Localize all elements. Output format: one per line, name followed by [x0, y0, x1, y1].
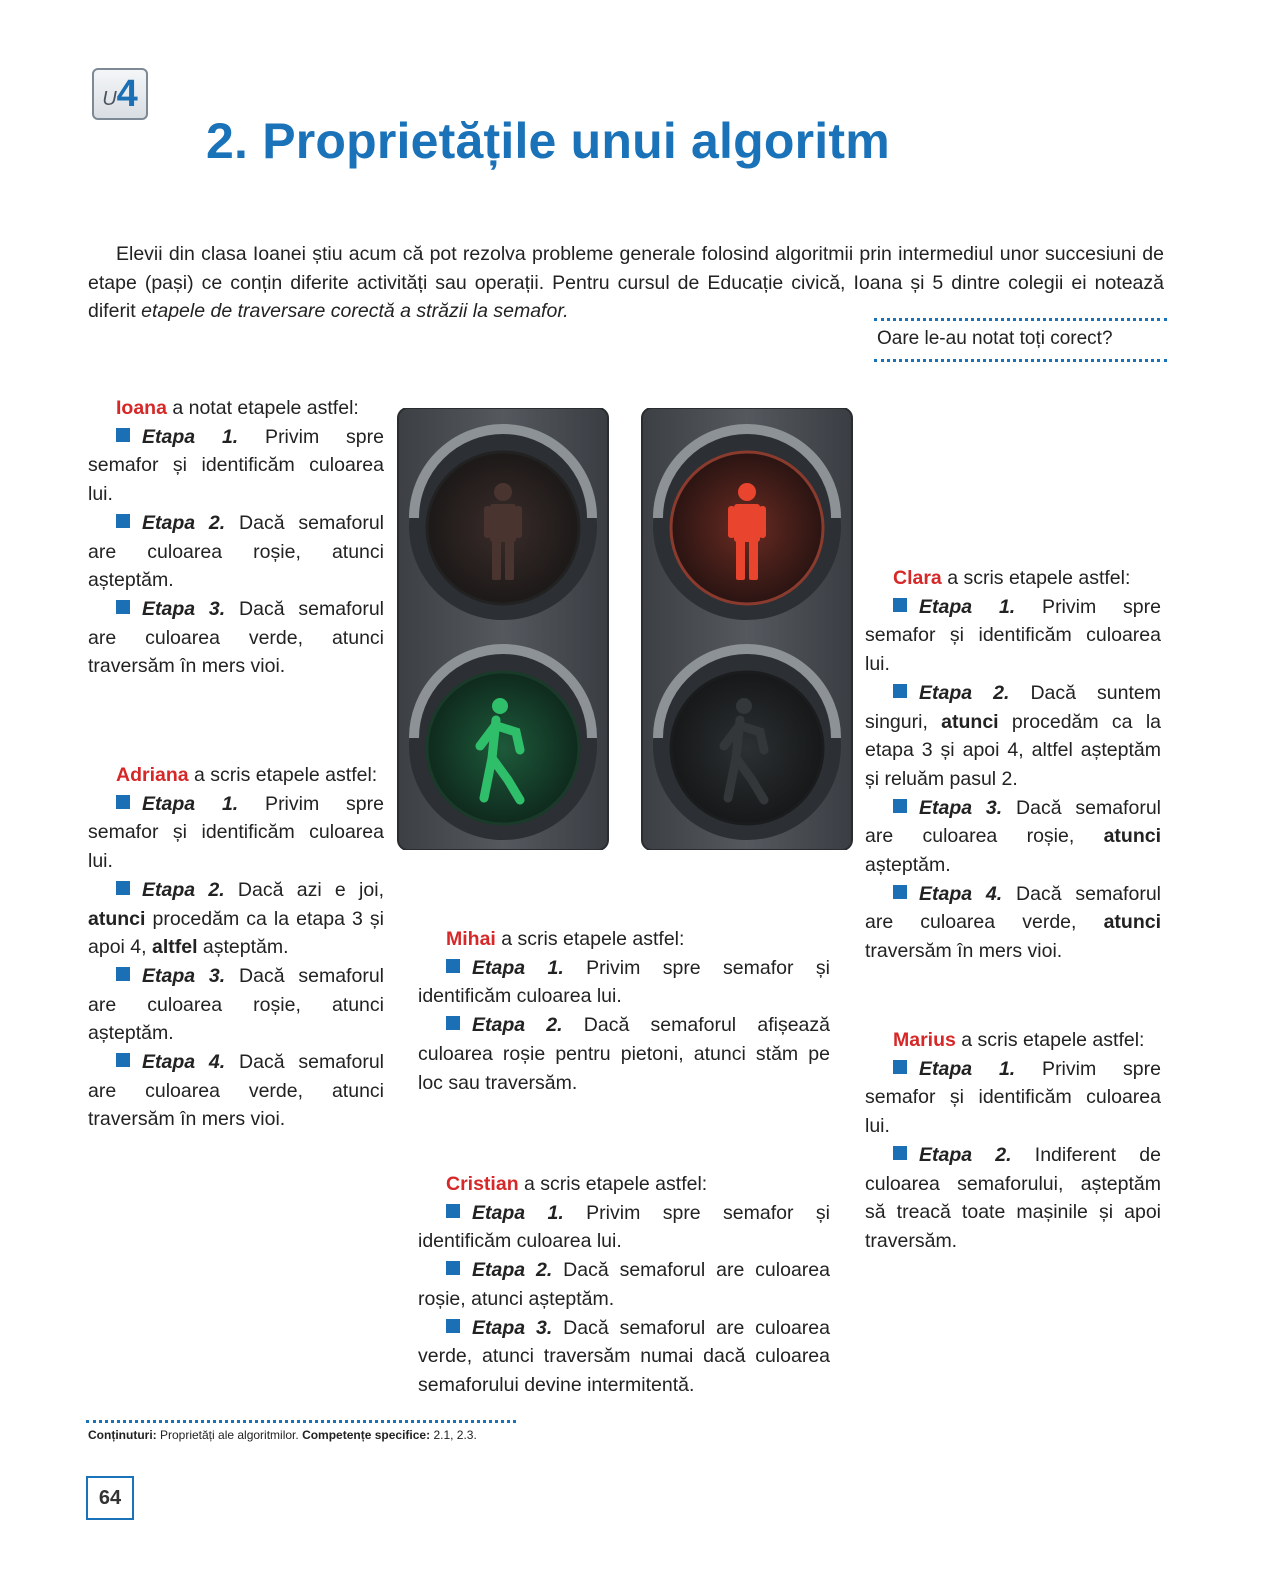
keyword: atunci — [88, 907, 146, 930]
step-label: Etapa 1. — [472, 956, 564, 979]
block-heading — [865, 1026, 1161, 1055]
step — [418, 1314, 830, 1400]
student-name: Cristian — [446, 1173, 519, 1195]
step — [418, 1256, 830, 1313]
heading-text: a scris etapele astfel: — [955, 1029, 1145, 1051]
student-name: Clara — [893, 567, 942, 589]
page-number: 64 — [86, 1476, 134, 1520]
step-label: Etapa 1. — [142, 792, 239, 815]
student-name: Adriana — [116, 764, 189, 786]
footer-text — [88, 1428, 477, 1442]
bullet-square-icon — [446, 1319, 460, 1333]
step-text: Dacă semaforul are culoarea verde, atunci traversăm în mers vioi. — [88, 597, 384, 678]
step — [418, 1011, 830, 1097]
step — [88, 509, 384, 595]
step-text: Dacă semaforul are culoarea verde, — [865, 882, 1161, 934]
step-text: Privim spre semafor și identificăm culoarea lui. — [865, 595, 1161, 676]
bullet-square-icon — [116, 514, 130, 528]
step — [88, 595, 384, 681]
bullet-square-icon — [116, 600, 130, 614]
intro-paragraph — [88, 240, 1164, 326]
heading-text: a scris etapele astfel: — [941, 567, 1131, 589]
bullet-square-icon — [893, 1146, 907, 1160]
step — [865, 679, 1161, 794]
bullet-square-icon — [893, 598, 907, 612]
step — [88, 962, 384, 1048]
step-text: Dacă semaforul are culoarea roșie, — [865, 796, 1161, 848]
bullet-square-icon — [446, 959, 460, 973]
footer-label: Competențe specifice: — [302, 1428, 431, 1442]
bullet-square-icon — [893, 684, 907, 698]
keyword: atunci — [941, 710, 999, 733]
pedestrian-light-green — [396, 408, 610, 850]
step-label: Etapa 3. — [919, 796, 1003, 819]
green-lamp — [409, 649, 597, 840]
step-label: Etapa 2. — [919, 681, 1010, 704]
unit-letter: U — [102, 87, 117, 110]
bullet-square-icon — [116, 881, 130, 895]
step-text: traversăm în mers vioi. — [865, 940, 1063, 963]
step — [88, 423, 384, 509]
heading-text: a scris etapele astfel: — [495, 928, 685, 950]
step-text: Privim spre semafor și identificăm culoarea lui. — [88, 425, 384, 506]
block-heading — [865, 564, 1161, 593]
unit-number: 4 — [116, 73, 138, 115]
step-label: Etapa 1. — [919, 595, 1016, 618]
step-text: Dacă semaforul are culoarea roșie, atunci așteptăm. — [418, 1259, 830, 1310]
footer-label: Conținuturi: — [88, 1428, 157, 1442]
question-box: Oare le-au notat toți corect? — [874, 318, 1167, 362]
bullet-square-icon — [116, 795, 130, 809]
keyword: altfel — [151, 936, 198, 959]
keyword: atunci — [1103, 911, 1161, 934]
step-text: Indiferent de culoarea semaforului, așteptăm să treacă toate mașinile și apoi traversăm. — [865, 1143, 1161, 1252]
bullet-square-icon — [893, 799, 907, 813]
step — [865, 1141, 1161, 1256]
heading-text: a scris etapele astfel: — [518, 1173, 708, 1195]
step-text: Privim spre semafor și identificăm culoarea lui. — [88, 792, 384, 873]
footer-value: 2.1, 2.3. — [430, 1428, 477, 1442]
step-text: Dacă suntem singuri, — [865, 681, 1161, 733]
step-label: Etapa 2. — [142, 878, 225, 901]
step-label: Etapa 4. — [142, 1051, 226, 1074]
step-label: Etapa 4. — [919, 882, 1003, 905]
step-label: Etapa 1. — [142, 425, 239, 448]
bullet-square-icon — [116, 428, 130, 442]
intro-text: Elevii din clasa Ioanei știu acum că pot rezolva probleme generale folosind algoritmii prin intermediul unor succesiuni de etape (pași) ce conțin diferite activități sau operații. Pentru cursul de Educație civică, Ioana și 5 dintre colegii ei notează diferit — [88, 243, 1164, 322]
step-text: așteptăm. — [197, 936, 289, 959]
red-lamp — [409, 429, 597, 620]
step-text: Privim spre semafor și identificăm culoarea lui. — [418, 1201, 830, 1253]
heading-text: a notat etapele astfel: — [166, 397, 359, 419]
block-heading — [88, 394, 384, 423]
step — [418, 1199, 830, 1256]
step-label: Etapa 1. — [472, 1201, 564, 1224]
step-text: Dacă semaforul afișează culoarea roșie pentru pietoni, atunci stăm pe loc sau traversăm. — [418, 1014, 830, 1094]
clara-block — [865, 564, 1161, 966]
intro-emphasis: etapele de traversare corectă a străzii la semafor. — [141, 300, 569, 322]
step — [865, 593, 1161, 679]
bullet-square-icon — [446, 1261, 460, 1275]
step — [865, 794, 1161, 880]
step-text: Privim spre semafor și identificăm culoarea lui. — [418, 956, 830, 1008]
step-label: Etapa 3. — [142, 597, 226, 620]
step — [88, 790, 384, 876]
bullet-square-icon — [446, 1204, 460, 1218]
block-heading — [418, 1170, 830, 1199]
keyword: atunci — [1103, 825, 1161, 848]
student-name: Mihai — [446, 928, 496, 950]
step-text: procedăm ca la etapa 3 și apoi 4, — [88, 907, 384, 959]
pedestrian-light-red — [640, 408, 854, 850]
step-text: Dacă semaforul are culoarea roșie, atunci așteptăm. — [88, 964, 384, 1045]
step — [865, 1055, 1161, 1141]
red-lamp — [653, 429, 841, 620]
cristian-block — [418, 1170, 830, 1400]
green-lamp — [653, 649, 841, 840]
student-name: Marius — [893, 1029, 956, 1051]
step — [418, 954, 830, 1011]
ioana-block — [88, 394, 384, 681]
step-text: Dacă semaforul are culoarea verde, atunci traversăm în mers vioi. — [88, 1051, 384, 1131]
step — [88, 1048, 384, 1134]
page-title: 2. Proprietățile unui algoritm — [206, 113, 890, 169]
step-text: Dacă azi e joi, — [224, 878, 384, 901]
student-name: Ioana — [116, 397, 167, 419]
block-heading — [88, 761, 384, 790]
block-heading — [418, 925, 830, 954]
bullet-square-icon — [446, 1016, 460, 1030]
step-label: Etapa 3. — [142, 964, 226, 987]
step-label: Etapa 2. — [472, 1259, 553, 1282]
footer-divider — [86, 1420, 516, 1423]
step-text: Dacă semaforul are culoarea roșie, atunci așteptăm. — [88, 511, 384, 592]
step-label: Etapa 2. — [919, 1143, 1012, 1166]
mihai-block — [418, 925, 830, 1097]
bullet-square-icon — [116, 967, 130, 981]
step-label: Etapa 2. — [142, 511, 226, 534]
heading-text: a scris etapele astfel: — [188, 764, 378, 786]
step-text: așteptăm. — [865, 854, 951, 877]
step — [865, 880, 1161, 966]
step — [88, 876, 384, 962]
bullet-square-icon — [893, 1060, 907, 1074]
step-label: Etapa 2. — [472, 1014, 563, 1037]
step-text: Dacă semaforul are culoarea verde, atunci traversăm numai dacă culoarea semaforului devine intermitentă. — [418, 1316, 830, 1396]
step-label: Etapa 3. — [472, 1316, 553, 1339]
bullet-square-icon — [116, 1053, 130, 1067]
adriana-block — [88, 761, 384, 1134]
step-text: Privim spre semafor și identificăm culoarea lui. — [865, 1057, 1161, 1138]
step-text: procedăm ca la etapa 3 și apoi 4, altfel așteptăm și reluăm pasul 2. — [865, 710, 1161, 790]
marius-block — [865, 1026, 1161, 1256]
footer-value: Proprietăți ale algoritmilor. — [156, 1428, 303, 1442]
step-label: Etapa 1. — [919, 1057, 1016, 1080]
unit-badge — [92, 68, 148, 120]
bullet-square-icon — [893, 885, 907, 899]
